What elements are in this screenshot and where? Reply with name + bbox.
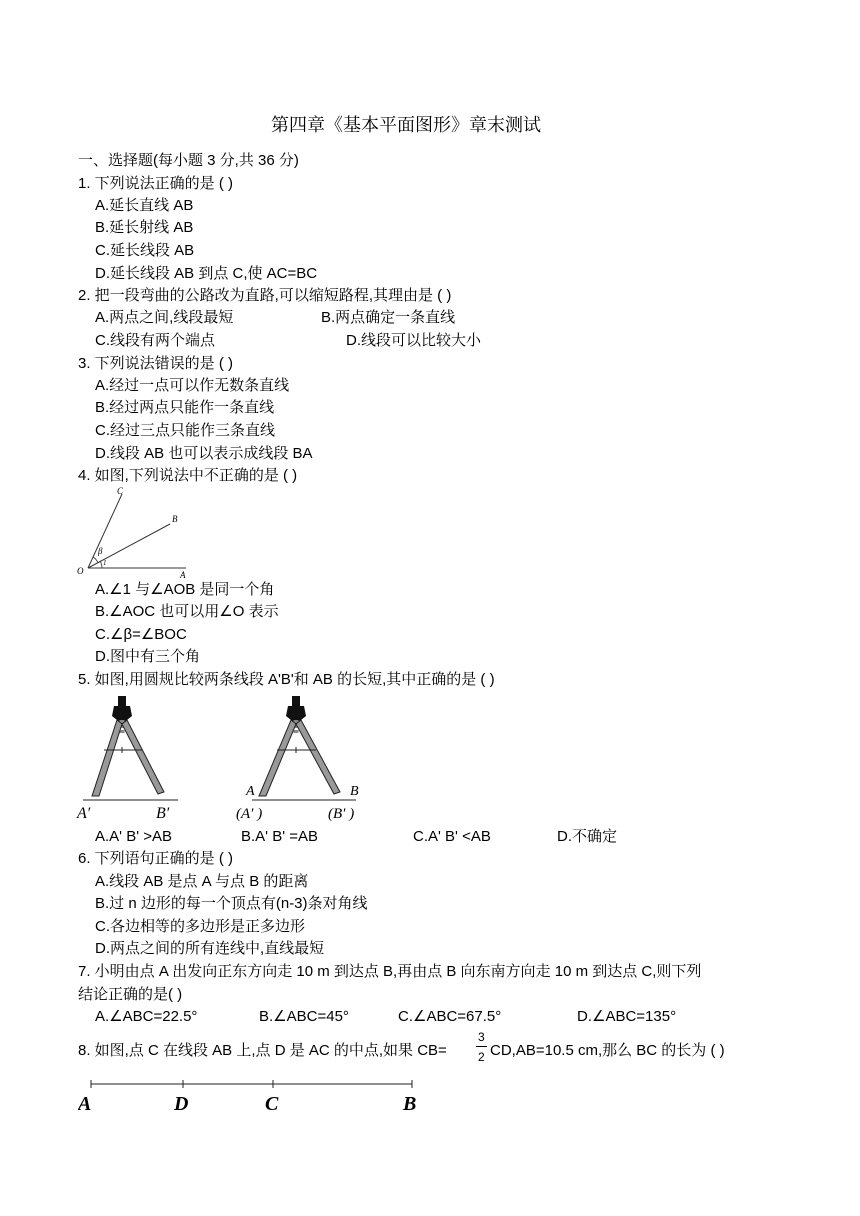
label-1: 1 bbox=[103, 559, 107, 567]
q6-stem: 6. 下列语句正确的是 ( ) bbox=[78, 850, 234, 867]
label-a: A bbox=[246, 784, 255, 799]
q8-stem-pre: 8. 如图,点 C 在线段 AB 上,点 D 是 AC 的中点,如果 CB= bbox=[78, 1042, 447, 1059]
compass-right bbox=[236, 696, 359, 822]
label-a: A bbox=[180, 570, 186, 578]
q5-option-d: D.不确定 bbox=[557, 828, 618, 845]
q1-option-c: C.延长线段 AB bbox=[95, 242, 195, 259]
q3-stem: 3. 下列说法错误的是 ( ) bbox=[78, 355, 234, 372]
q2-option-d: D.线段可以比较大小 bbox=[346, 332, 482, 349]
q5-option-c: C.A' B' <AB bbox=[413, 828, 491, 845]
q4-option-d: D.图中有三个角 bbox=[95, 648, 201, 665]
angle-1-arc bbox=[100, 561, 102, 568]
label-c: C bbox=[117, 486, 124, 496]
label-a-prime: A′ bbox=[77, 805, 91, 822]
page-title: 第四章《基本平面图形》章末测试 bbox=[271, 115, 541, 136]
q3-option-a: A.经过一点可以作无数条直线 bbox=[95, 377, 290, 394]
q6-option-c: C.各边相等的多边形是正多边形 bbox=[95, 918, 306, 935]
q6-option-b: B.过 n 边形的每一个顶点有(n-3)条对角线 bbox=[95, 895, 368, 912]
fraction-bar bbox=[476, 1046, 487, 1047]
q5-option-a: A.A' B' >AB bbox=[95, 828, 173, 845]
q1-option-b: B.延长射线 AB bbox=[95, 219, 194, 236]
q7-option-b: B.∠ABC=45° bbox=[259, 1008, 349, 1025]
q5-option-b: B.A' B' =AB bbox=[241, 828, 319, 845]
q3-option-d: D.线段 AB 也可以表示成线段 BA bbox=[95, 445, 313, 462]
q7-option-d: D.∠ABC=135° bbox=[577, 1008, 677, 1025]
q7-option-a: A.∠ABC=22.5° bbox=[95, 1008, 198, 1025]
q2-stem: 2. 把一段弯曲的公路改为直路,可以缩短路程,其理由是 ( ) bbox=[78, 287, 452, 304]
q3-option-c: C.经过三点只能作三条直线 bbox=[95, 422, 276, 439]
q3-option-b: B.经过两点只能作一条直线 bbox=[95, 399, 275, 416]
q4-option-a: A.∠1 与∠AOB 是同一个角 bbox=[95, 581, 275, 598]
q4-stem: 4. 如图,下列说法中不正确的是 ( ) bbox=[78, 467, 298, 484]
label-beta: β bbox=[98, 546, 103, 556]
q1-stem: 1. 下列说法正确的是 ( ) bbox=[78, 175, 234, 192]
label-b-prime-paren: (B′ ) bbox=[328, 806, 355, 822]
q7-stem-line2: 结论正确的是( ) bbox=[78, 986, 183, 1003]
label-b: B bbox=[403, 1093, 417, 1114]
section-heading: 一、选择题(每小题 3 分,共 36 分) bbox=[78, 152, 299, 169]
q7-option-c: C.∠ABC=67.5° bbox=[398, 1008, 502, 1025]
q7-stem-line1: 7. 小明由点 A 出发向正东方向走 10 m 到达点 B,再由点 B 向东南方向走 10 m 到达点 C,则下列 bbox=[78, 963, 702, 980]
compass-left bbox=[76, 696, 178, 822]
q1-option-a: A.延长直线 AB bbox=[95, 197, 194, 214]
label-d: D bbox=[174, 1093, 189, 1114]
label-c: C bbox=[265, 1093, 279, 1114]
label-b: B bbox=[350, 784, 359, 799]
q2-option-b: B.两点确定一条直线 bbox=[321, 309, 456, 326]
label-a: A bbox=[78, 1093, 92, 1114]
label-a-prime-paren: (A′ ) bbox=[236, 806, 263, 822]
segment-figure bbox=[78, 1074, 428, 1114]
q4-option-c: C.∠β=∠BOC bbox=[95, 626, 187, 643]
q6-option-a: A.线段 AB 是点 A 与点 B 的距离 bbox=[95, 873, 309, 890]
q1-option-d: D.延长线段 AB 到点 C,使 AC=BC bbox=[95, 265, 318, 282]
label-b-prime: B′ bbox=[156, 805, 170, 822]
fraction-numerator: 3 bbox=[478, 1030, 485, 1044]
q4-option-b: B.∠AOC 也可以用∠O 表示 bbox=[95, 603, 279, 620]
label-b: B bbox=[172, 514, 178, 524]
q8-stem-post: CD,AB=10.5 cm,那么 BC 的长为 ( ) bbox=[490, 1042, 725, 1059]
q6-option-d: D.两点之间的所有连线中,直线最短 bbox=[95, 940, 325, 957]
angle-beta-arc bbox=[93, 557, 98, 563]
q2-option-a: A.两点之间,线段最短 bbox=[95, 309, 234, 326]
label-o: O bbox=[77, 566, 84, 576]
compass-figure bbox=[74, 694, 374, 824]
angle-figure bbox=[72, 484, 196, 578]
q2-option-c: C.线段有两个端点 bbox=[95, 332, 216, 349]
q5-stem: 5. 如图,用圆规比较两条线段 A'B'和 AB 的长短,其中正确的是 ( ) bbox=[78, 671, 495, 688]
fraction-denominator: 2 bbox=[478, 1050, 485, 1064]
